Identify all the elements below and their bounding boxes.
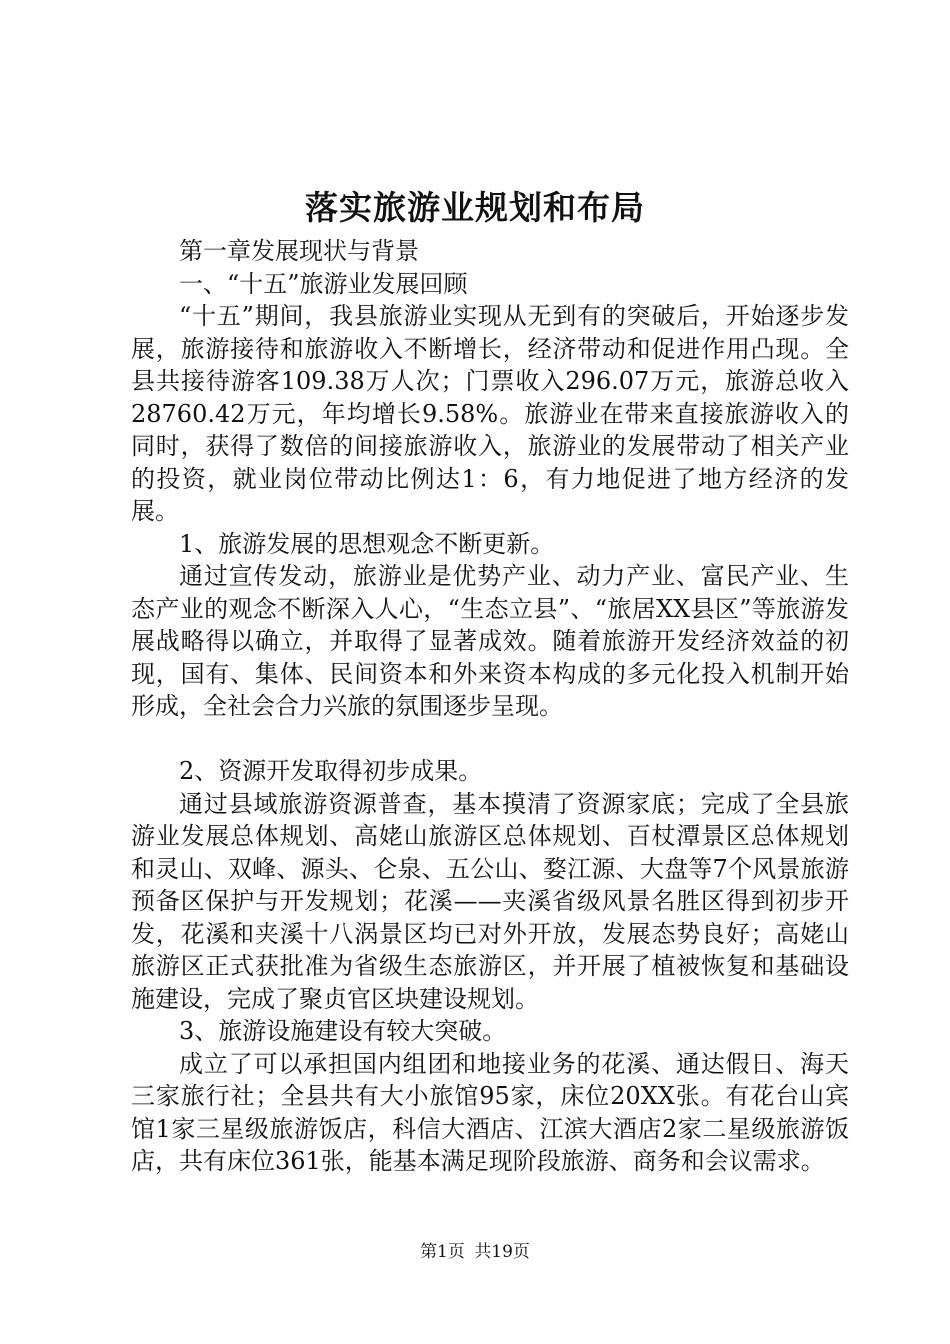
page-footer	[0, 1240, 950, 1264]
document-title: 落实旅游业规划和布局	[305, 188, 645, 227]
page-total: 共19页	[474, 1242, 530, 1262]
page-number: 第1页	[420, 1242, 465, 1262]
document-body	[131, 235, 849, 1178]
body-paragraph: “十五”期间，我县旅游业实现从无到有的突破后，开始逐步发展，旅游接待和旅游收入不断增长，经济带动和促进作用凸现。全县共接待游客109.38万人次；门票收入296.07万元，旅游总收入28760.42万元，年均增长9.58%。旅游业在带来直接旅游收入的同时，获得了数倍的间接旅游收入，旅游业的发展带动了相关产业的投资，就业岗位带动比例达1：6，有力地促进了地方经济的发展。	[131, 302, 849, 525]
body-paragraph: 通过县域旅游资源普查，基本摸清了资源家底；完成了全县旅游业发展总体规划、高姥山旅游区总体规划、百杖潭景区总体规划和灵山、双峰、源头、仑泉、五公山、婺江源、大盘等7个风景旅游预备区保护与开发规划；花溪——夹溪省级风景名胜区得到初步开发，花溪和夹溪十八涡景区均已对外开放，发展态势良好；高姥山旅游区正式获批准为省级生态旅游区，并开展了植被恢复和基础设施建设，完成了聚贞官区块建设规划。	[131, 789, 849, 1013]
body-paragraph: 通过宣传发动，旅游业是优势产业、动力产业、富民产业、生态产业的观念不断深入人心，“生态立县”、“旅居XX县区”等旅游发展战略得以确立，并取得了显著成效。随着旅游开发经济效益的初现，国有、集体、民间资本和外来资本构成的多元化投入机制开始形成，全社会合力兴旅的氛围逐步呈现。	[131, 562, 849, 720]
subsection-heading: 1、旅游发展的思想观念不断更新。	[179, 529, 555, 558]
subsection-heading: 2、资源开发取得初步成果。	[179, 757, 483, 785]
body-paragraph: 成立了可以承担国内组团和地接业务的花溪、通达假日、海天三家旅行社；全县共有大小旅馆95家，床位20XX张。有花台山宾馆1家三星级旅游饭店，科信大酒店、江滨大酒店2家二星级旅游饭店，共有床位361张，能基本满足现阶段旅游、商务和会议需求。	[131, 1049, 849, 1175]
section-heading: 一、“十五”旅游业发展回顾	[179, 269, 468, 298]
subsection-heading: 3、旅游设施建设有较大突破。	[179, 1017, 507, 1045]
chapter-heading: 第一章发展现状与背景	[179, 237, 419, 265]
